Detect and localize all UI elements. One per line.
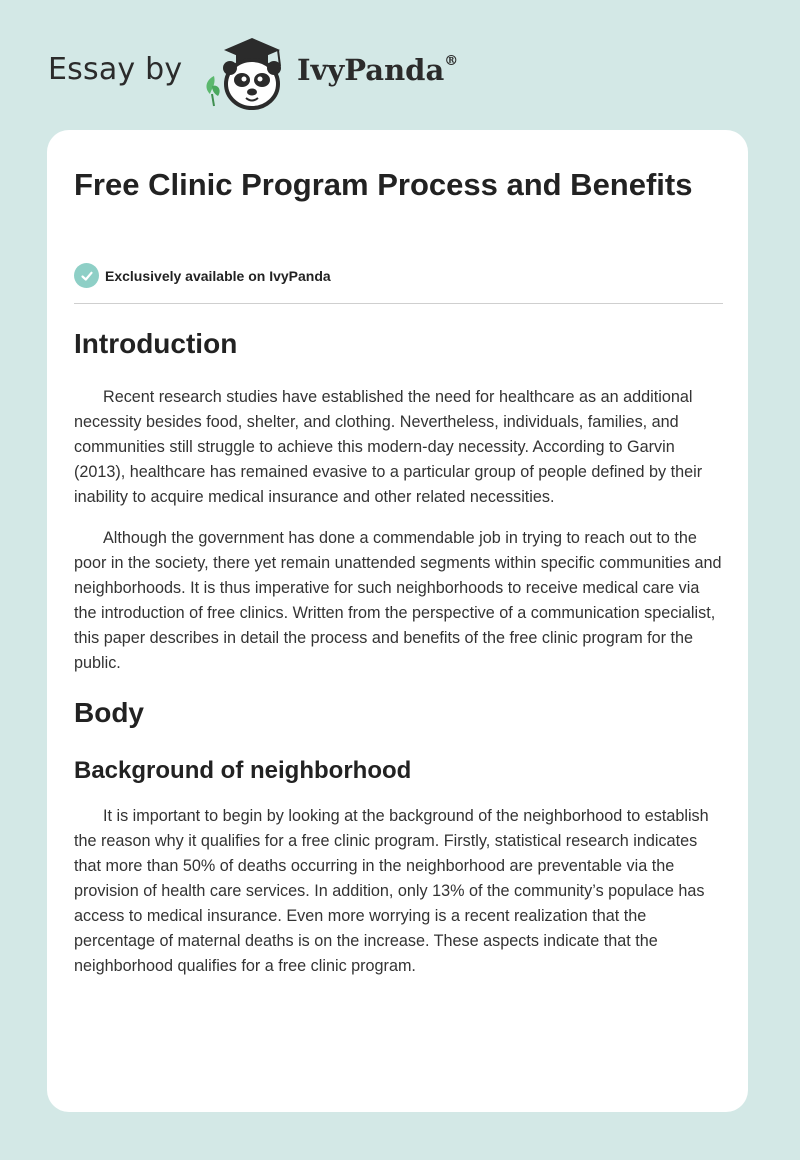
brand-text: IvyPanda [297, 53, 445, 87]
site-header [0, 0, 800, 130]
title-divider [74, 303, 723, 304]
essay-card [47, 130, 748, 1112]
background-paragraph-1: It is important to begin by looking at the background of the neighborhood to establish the reason why it qualifies for a free clinic program. Firstly, statistical research indicates that more than 50% of deaths occurring in the neighborhood are preventable via the provision of health care services. In addition, only 13% of the community’s populace has access to medical insurance. Even more worrying is a recent realization that the percentage of maternal deaths is on the increase. These aspects indicate that the neighborhood qualifies for a free clinic program. [74, 807, 709, 975]
background-heading: Background of neighborhood [74, 757, 412, 784]
body-heading: Body [74, 697, 144, 728]
badge-text: Exclusively available on IvyPanda [105, 267, 331, 284]
exclusive-badge [74, 263, 331, 288]
brand-name[interactable] [297, 53, 458, 87]
essay-by-label: Essay by [48, 52, 183, 87]
panda-graduate-icon[interactable] [200, 36, 292, 112]
intro-paragraph-2: Although the government has done a commendable job in trying to reach out to the poor in the society, there yet remain unattended segments within specific communities and neighborhoods. It is thus imperative for such neighborhoods to receive medical care via the introduction of free clinics. Written from the perspective of a communication specialist, this paper describes in detail the process and benefits of the free clinic program for the public. [74, 529, 722, 672]
check-circle-icon [74, 263, 99, 288]
page-title: Free Clinic Program Process and Benefits [74, 167, 693, 202]
intro-heading: Introduction [74, 328, 238, 359]
ivy-leaf-icon [207, 76, 220, 106]
intro-paragraph-1: Recent research studies have established the need for healthcare as an additional necessity besides food, shelter, and clothing. Nevertheless, individuals, families, and communities still struggle to achieve this modern-day necessity. According to Garvin (2013), healthcare has remained evasive to a particular group of people defined by their inability to acquire medical insurance and other related necessities. [74, 388, 703, 506]
registered-mark: ® [444, 53, 459, 70]
